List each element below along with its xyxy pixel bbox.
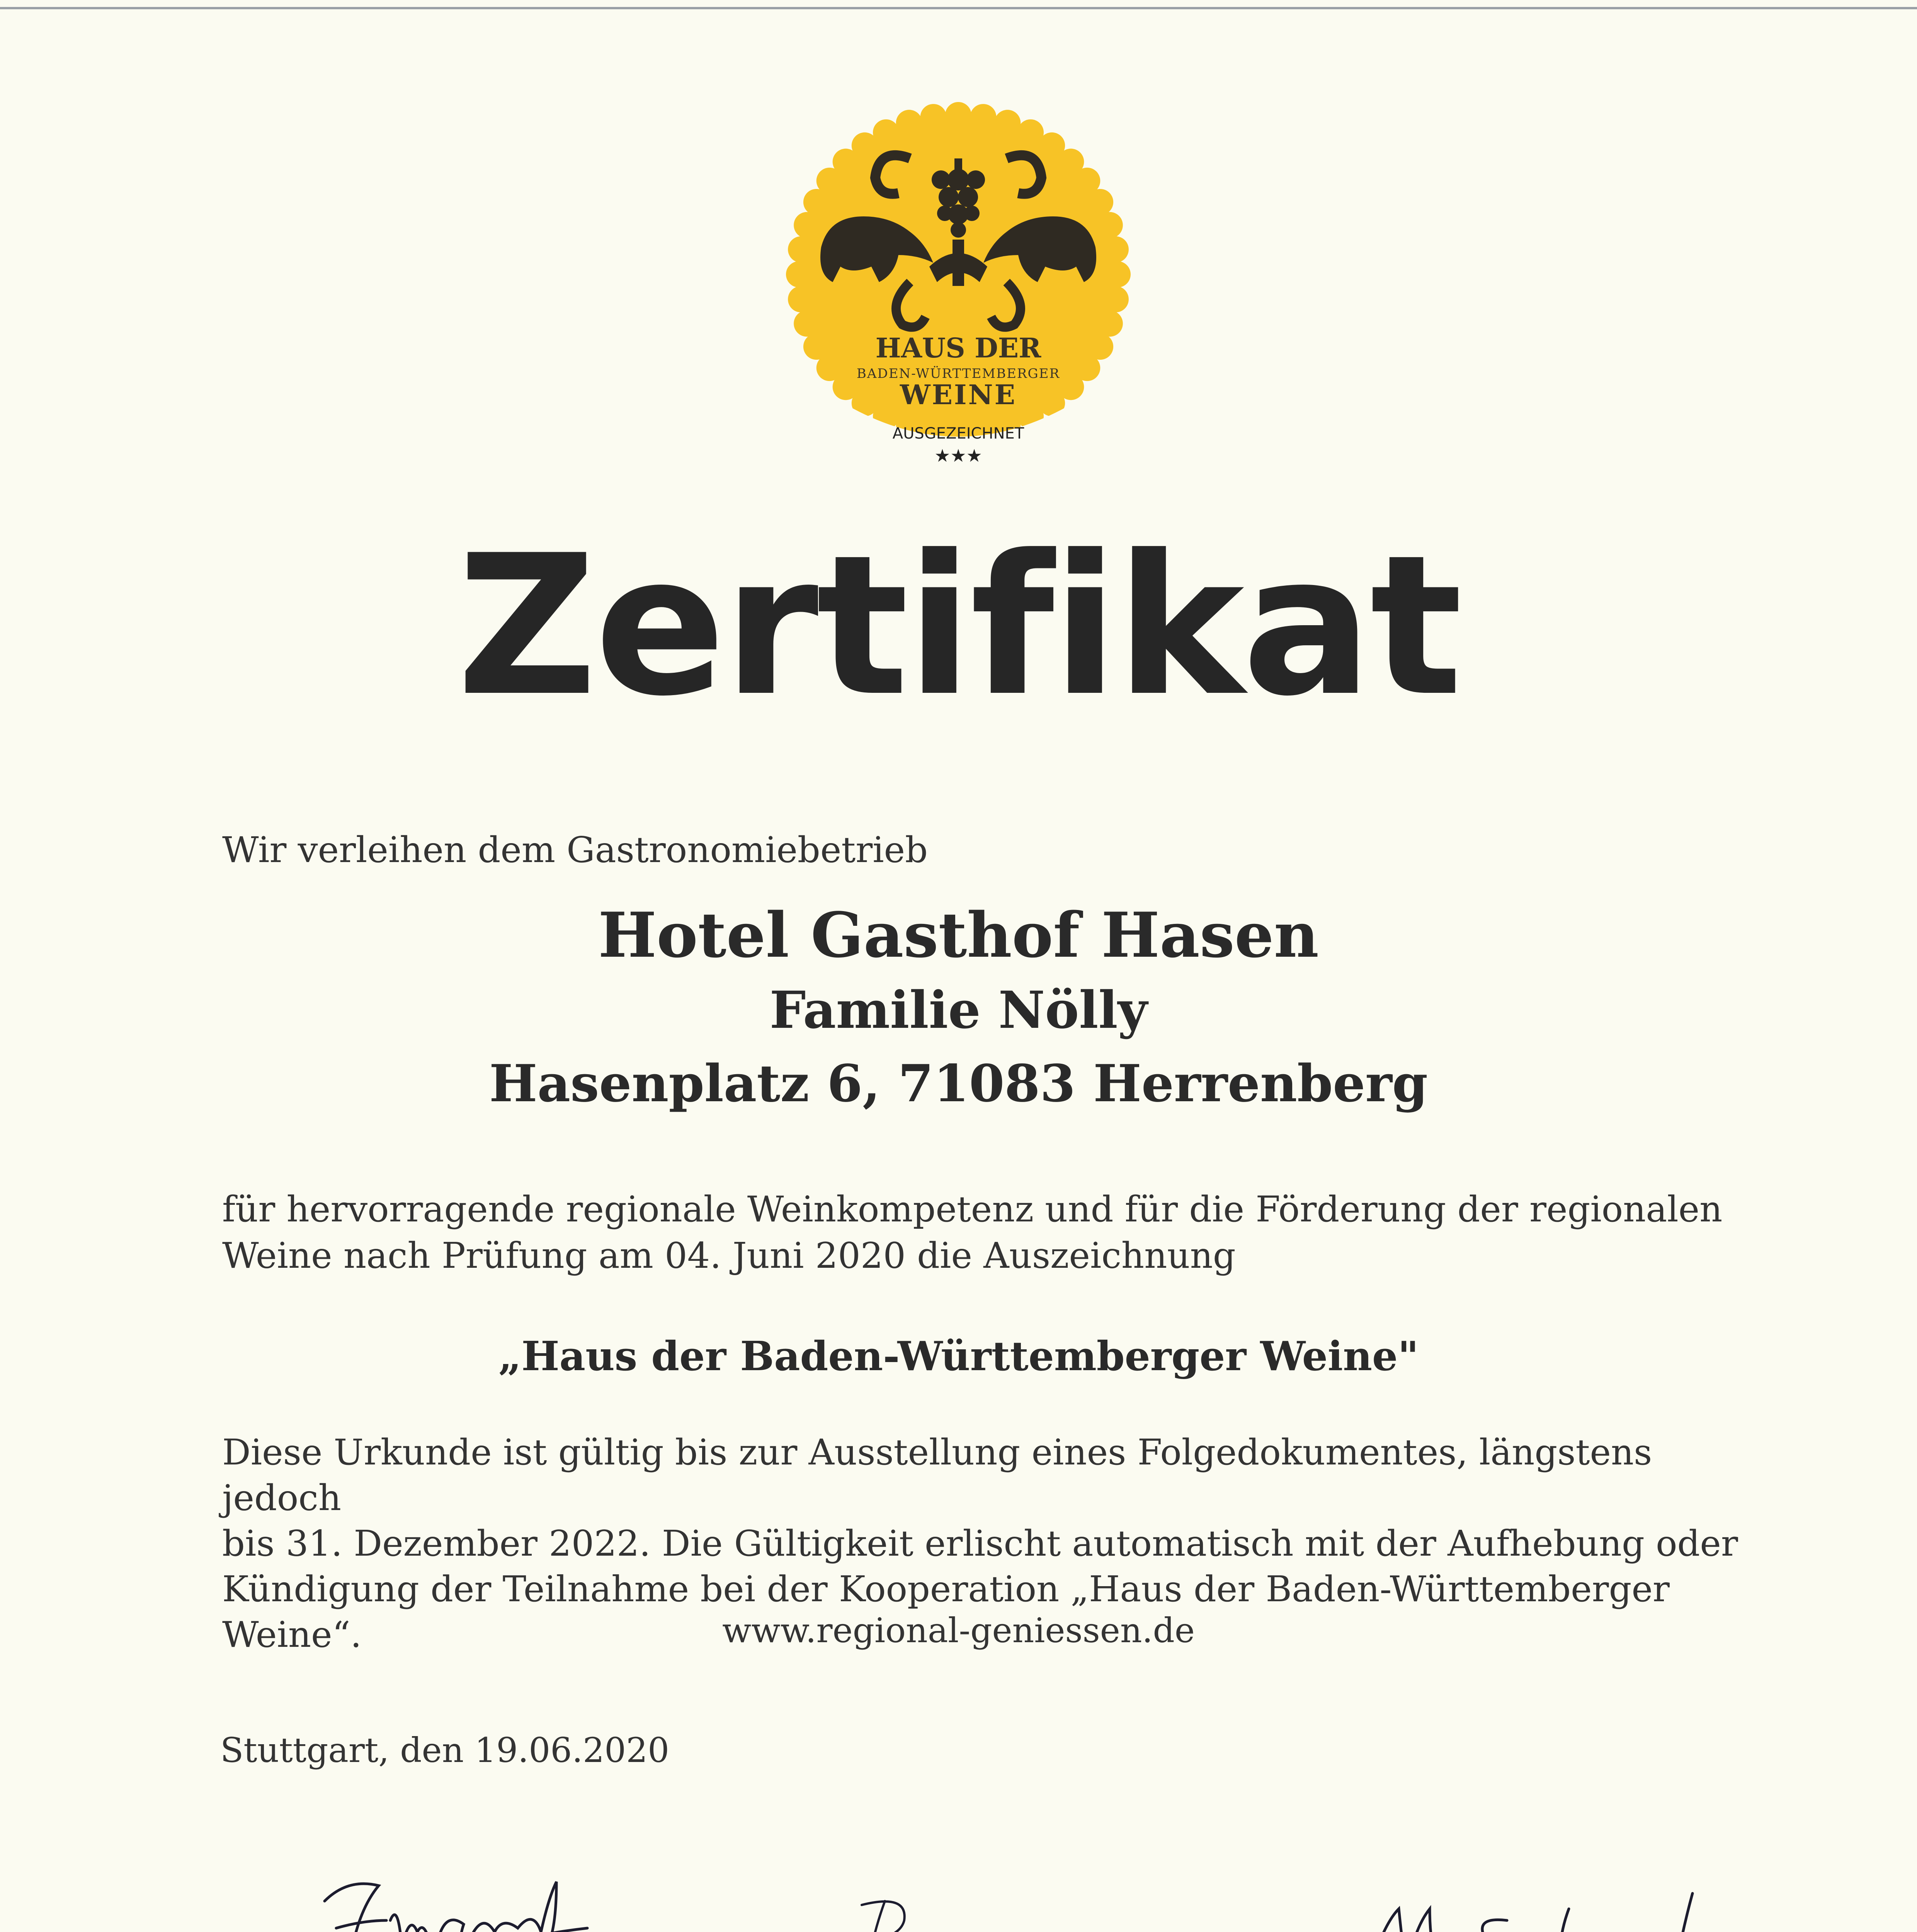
seal-line2: BADEN-WÜRTTEMBERGER bbox=[856, 366, 1060, 381]
seal-line1: HAUS DER bbox=[875, 332, 1041, 364]
award-name: „Haus der Baden-Württemberger Weine" bbox=[498, 1332, 1419, 1380]
validity-line: Diese Urkunde ist gültig bis zur Ausstellung eines Folgedokumentes, längstens jedoch bbox=[222, 1432, 1652, 1519]
seal-line3: WEINE bbox=[900, 379, 1017, 411]
signature-engelhardt bbox=[301, 1855, 603, 1932]
signature-schneider bbox=[1352, 1878, 1723, 1932]
reason-paragraph bbox=[222, 1186, 1729, 1279]
seal-line4: AUSGEZEICHNET bbox=[892, 425, 1024, 442]
haus-der-weine-seal bbox=[763, 100, 1153, 491]
seal-stars: ★★★ bbox=[934, 445, 982, 466]
signature-breutner bbox=[839, 1886, 1171, 1932]
reason-line: Weine nach Prüfung am 04. Juni 2020 die Auszeichnung bbox=[222, 1235, 1236, 1276]
validity-line: Kündigung der Teilnahme bei der Kooperation „Haus der Baden-Württemberger Weine“. bbox=[222, 1568, 1670, 1655]
recipient-name: Hotel Gasthof Hasen bbox=[598, 899, 1319, 971]
validity-line: bis 31. Dezember 2022. Die Gültigkeit erlischt automatisch mit der Aufhebung oder bbox=[222, 1523, 1738, 1564]
recipient-address: Hasenplatz 6, 71083 Herrenberg bbox=[489, 1054, 1428, 1114]
place-and-date: Stuttgart, den 19.06.2020 bbox=[220, 1730, 670, 1770]
scan-edge-line bbox=[0, 7, 1917, 9]
certificate-title: Zertifikat bbox=[457, 514, 1460, 738]
reason-line: für hervorragende regionale Weinkompetenz und für die Förderung der regionalen bbox=[222, 1189, 1723, 1230]
recipient-family: Familie Nölly bbox=[769, 980, 1148, 1040]
intro-text: Wir verleihen dem Gastronomiebetrieb bbox=[222, 829, 928, 871]
website-link[interactable]: www.regional-geniessen.de bbox=[722, 1611, 1195, 1650]
